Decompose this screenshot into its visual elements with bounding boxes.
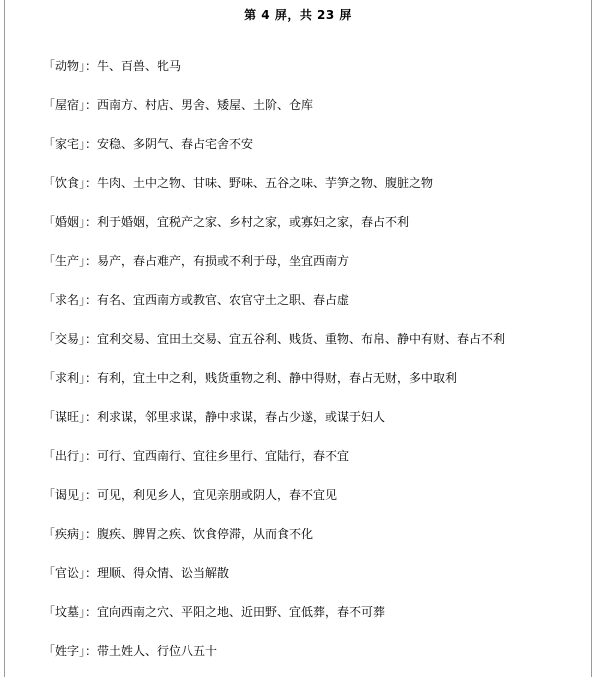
entry-label: 「官讼」 (43, 566, 86, 580)
entry-label: 「求名」 (43, 293, 86, 307)
entry-text: 宜向西南之穴、平阳之地、近田野、宜低葬，春不可葬 (97, 605, 386, 619)
entry-text: 利求谋，邻里求谋，静中求谋，春占少遂，或谋于妇人 (97, 410, 386, 424)
entry-text: 宜利交易、宜田土交易、宜五谷利、贱货、重物、布帛、静中有财、春占不利 (97, 332, 506, 346)
entry-separator: ： (85, 98, 98, 112)
entry-text: 腹疾、脾胃之疾、饮食停滞，从而食不化 (97, 527, 314, 541)
entry-label: 「动物」 (43, 59, 86, 73)
entry-row (43, 58, 588, 97)
entry-label: 「婚姻」 (43, 215, 86, 229)
entry-label: 「谋旺」 (43, 410, 86, 424)
entry-text: 利于婚姻，宜税产之家、乡村之家，或寡妇之家，春占不利 (97, 215, 410, 229)
entry-text: 牛肉、土中之物、甘味、野味、五谷之味、芋笋之物、腹脏之物 (97, 176, 434, 190)
entry-label: 「出行」 (43, 449, 86, 463)
entry-label: 「谒见」 (43, 488, 86, 502)
entry-separator: ： (85, 605, 98, 619)
entry-separator: ： (85, 566, 98, 580)
entry-separator: ： (85, 59, 98, 73)
entry-text: 有利，宜土中之利，贱货重物之利、静中得财，春占无财，多中取利 (97, 371, 458, 385)
entry-row (43, 331, 588, 370)
entry-separator: ： (85, 137, 98, 151)
entry-row (43, 487, 588, 526)
entry-label: 「饮食」 (43, 176, 86, 190)
entry-separator: ： (85, 293, 98, 307)
page-counter: 第 4 屏，共 23 屏 (244, 8, 352, 22)
entry-separator: ： (85, 332, 98, 346)
entry-separator: ： (85, 644, 98, 658)
entry-label: 「生产」 (43, 254, 86, 268)
entry-row (43, 175, 588, 214)
entry-row (43, 136, 588, 175)
entry-row (43, 253, 588, 292)
entry-label: 「屋宿」 (43, 98, 86, 112)
entry-label: 「疾病」 (43, 527, 86, 541)
entry-row (43, 643, 588, 682)
entry-separator: ： (85, 176, 98, 190)
entry-label: 「求利」 (43, 371, 86, 385)
entry-label: 「坟墓」 (43, 605, 86, 619)
entry-text: 可行、宜西南行、宜往乡里行、宜陆行，春不宜 (97, 449, 350, 463)
entry-label: 「交易」 (43, 332, 86, 346)
entry-row (43, 565, 588, 604)
entry-row (43, 370, 588, 409)
entry-text: 可见，利见乡人，宜见亲朋或阴人，春不宜见 (97, 488, 338, 502)
entry-list (43, 58, 588, 682)
entry-text: 理顺、得众情、讼当解散 (97, 566, 230, 580)
entry-separator: ： (85, 527, 98, 541)
entry-row (43, 526, 588, 565)
entry-row (43, 604, 588, 643)
entry-row (43, 448, 588, 487)
entry-separator: ： (85, 410, 98, 424)
entry-text: 易产，春占难产，有损或不利于母，坐宜西南方 (97, 254, 350, 268)
entry-label: 「家宅」 (43, 137, 86, 151)
entry-text: 带土姓人、行位八五十 (97, 644, 218, 658)
entry-separator: ： (85, 449, 98, 463)
entry-text: 西南方、村店、男舍、矮屋、土阶、仓库 (97, 98, 314, 112)
entry-row (43, 292, 588, 331)
entry-separator: ： (85, 488, 98, 502)
entry-separator: ： (85, 254, 98, 268)
entry-text: 安稳、多阴气、春占宅舍不安 (97, 137, 254, 151)
entry-row (43, 97, 588, 136)
entry-row (43, 409, 588, 448)
entry-label: 「姓字」 (43, 644, 86, 658)
entry-row (43, 214, 588, 253)
entry-separator: ： (85, 371, 98, 385)
entry-text: 有名、宜西南方或教官、农官守土之职、春占虚 (97, 293, 350, 307)
entry-separator: ： (85, 215, 98, 229)
entry-text: 牛、百兽、牝马 (97, 59, 182, 73)
